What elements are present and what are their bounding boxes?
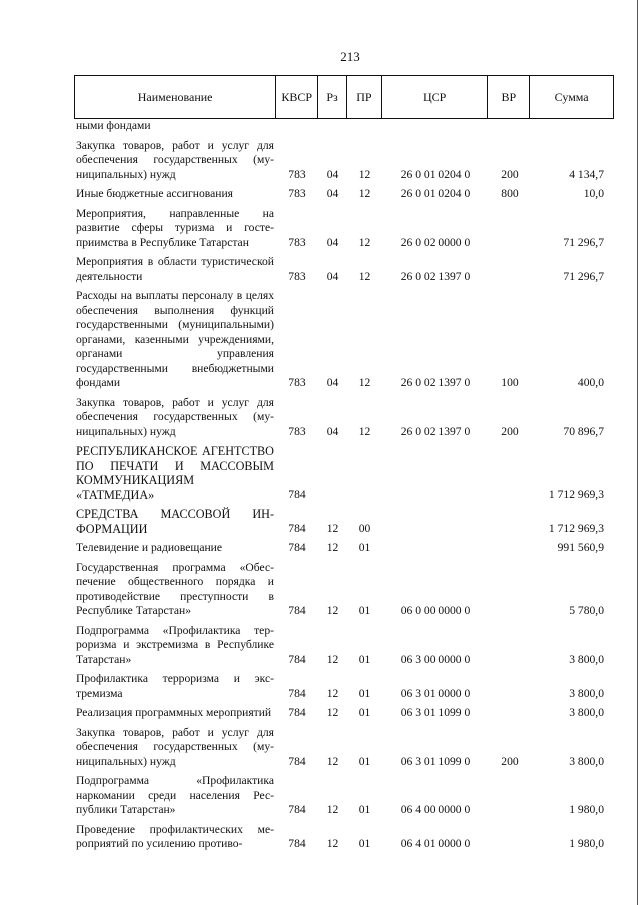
cell-rz: 12 [326,837,339,850]
cell-vr: 200 [501,424,519,438]
cell-name: Подпрограмма «Профилактика наркомании среди населения Республики Татарстан» [76,774,274,816]
cell-csr: 06 3 00 0000 0 [400,652,471,666]
table-row [74,507,614,536]
header-pr: ПР [347,76,382,118]
cell-pr: 12 [358,167,371,181]
cell-rz: 12 [326,604,339,617]
cell-sum: 71 296,7 [563,269,604,283]
cell-vr: 200 [501,754,519,768]
cell-pr: 01 [358,837,371,850]
cell-csr: 26 0 02 1397 0 [400,424,471,438]
cell-vr: 100 [501,376,519,389]
cell-sum: 3 800,0 [569,706,604,719]
cell-name: Иные бюджетные ассигнования [76,187,233,200]
cell-sum: 70 896,7 [563,424,604,438]
table-row [74,561,614,619]
cell-pr: 12 [358,376,371,389]
cell-rz: 04 [326,187,339,200]
table-row [74,672,614,701]
cell-pr: 12 [358,269,371,283]
cell-kvsr: 783 [288,376,306,389]
cell-rz: 04 [326,424,339,438]
cell-name: Мероприятия, направленные на развитие сферы туризма и гостеприимства в Республике Татарстан [76,206,274,249]
table-row [74,139,614,183]
cell-name: Государственная программа «Обеспечение общественного порядка и противодействие преступности в Республике Татарстан» [76,560,274,617]
cell-name: Телевидение и радиовещание [76,541,223,554]
cell-sum: 400,0 [577,376,604,389]
cell-kvsr: 784 [288,837,306,850]
cell-pr: 01 [358,754,371,768]
cell-sum: 1 712 969,3 [548,521,604,535]
cell-name: Проведение профилактических мероприятий по усилению противо- [76,822,274,850]
table-row [74,624,614,668]
table-row [74,255,614,284]
cell-pr: 01 [358,803,371,816]
table-row [74,207,614,251]
cell-name: Закупка товаров, работ и услуг для обеспечения государственных (муниципальных) нужд [76,138,274,181]
cell-kvsr: 783 [288,424,306,438]
table-header [74,75,614,119]
table-row [74,774,614,818]
cell-sum: 1 980,0 [569,803,604,816]
header-kvsr: КВСР [276,76,318,118]
cell-pr: 00 [358,521,371,535]
cell-name: Мероприятия в области туристической деятельности [76,255,274,283]
cell-kvsr: 784 [288,604,306,617]
table-row [74,823,614,852]
cell-rz: 12 [326,803,339,816]
cell-rz: 12 [326,686,339,700]
header-name: Наименование [75,76,276,118]
cell-sum: 10,0 [583,187,604,200]
cell-pr: 12 [358,235,371,249]
cell-kvsr: 783 [288,187,306,200]
table-row [74,726,614,770]
cell-sum: 4 134,7 [569,167,604,181]
budget-table-body [74,119,614,852]
cell-rz: 12 [326,521,339,535]
cell-name: Профилактика терроризма и экстремизма [76,672,274,700]
cell-name: Реализация программных мероприятий [76,706,272,719]
cell-sum: 991 560,9 [557,541,604,554]
header-vr: ВР [488,76,530,118]
cell-kvsr: 784 [288,803,306,816]
cell-csr: 26 0 01 0204 0 [400,187,471,200]
cell-kvsr: 784 [288,487,306,501]
cell-rz: 04 [326,269,339,283]
header-sum: Сумма [554,89,589,104]
scan-edge-line [637,0,638,905]
table-row [74,706,614,721]
cell-csr: 06 3 01 1099 0 [400,706,471,719]
table-row [74,396,614,440]
cell-vr: 800 [501,187,519,200]
table-row [74,187,614,202]
cell-csr: 06 4 00 0000 0 [400,803,471,816]
cell-rz: 12 [326,652,339,666]
cell-rz: 12 [326,541,339,554]
cell-name: РЕСПУБЛИКАНСКОЕ АГЕНТСТВО ПО ПЕЧАТИ И МАССОВЫМ КОММУНИКАЦИЯМ «ТАТМЕДИА» [76,444,274,502]
cell-kvsr: 784 [288,754,306,768]
page-number: 213 [340,49,360,64]
cell-name: Закупка товаров, работ и услуг для обеспечения государственных (муниципальных) нужд [76,725,274,768]
cell-pr: 01 [358,686,371,700]
cell-kvsr: 784 [288,686,306,700]
cell-kvsr: 784 [288,541,306,554]
cell-name: Расходы на выплаты персоналу в целях обеспечения выполнения функций государственными (муниципальными) органами, казенными учреждениями, органами управления государственными внебюджетными фондами [76,289,274,389]
cell-pr: 01 [358,541,371,554]
cell-sum: 3 800,0 [569,652,604,666]
cell-sum: 3 800,0 [569,754,604,768]
cell-rz: 04 [326,167,339,181]
table-row [74,541,614,556]
cell-name: Закупка товаров, работ и услуг для обеспечения государственных (муниципальных) нужд [76,395,274,438]
cell-sum: 3 800,0 [569,686,604,700]
cell-csr: 06 0 00 0000 0 [400,604,471,617]
cell-csr: 26 0 02 1397 0 [400,269,471,283]
cell-rz: 04 [326,235,339,249]
cell-csr: 26 0 01 0204 0 [400,167,471,181]
cell-sum: 1 980,0 [569,837,604,850]
cell-sum: 1 712 969,3 [548,487,604,501]
cell-pr: 01 [358,604,371,617]
cell-kvsr: 784 [288,521,306,535]
cell-csr: 06 3 01 0000 0 [400,686,471,700]
cell-csr: 26 0 02 1397 0 [400,376,471,389]
cell-csr: 26 0 02 0000 0 [400,235,471,249]
table-row [74,289,614,391]
cell-pr: 01 [358,652,371,666]
header-rz: Рз [318,76,347,118]
table-row [74,119,614,134]
cell-kvsr: 783 [288,167,306,181]
cell-pr: 01 [358,706,371,719]
cell-kvsr: 784 [288,706,306,719]
cell-csr: 06 3 01 1099 0 [400,754,471,768]
cell-name: СРЕДСТВА МАССОВОЙ ИНФОРМАЦИИ [76,507,274,536]
cell-rz: 04 [326,376,339,389]
cell-rz: 12 [326,706,339,719]
cell-name: ными фондами [76,119,151,132]
cell-sum: 71 296,7 [563,235,604,249]
cell-kvsr: 783 [288,235,306,249]
cell-rz: 12 [326,754,339,768]
table-row [74,444,614,502]
cell-pr: 12 [358,187,371,200]
header-csr: ЦСР [382,76,489,118]
cell-sum: 5 780,0 [569,604,604,617]
cell-pr: 12 [358,424,371,438]
cell-kvsr: 783 [288,269,306,283]
cell-vr: 200 [501,167,519,181]
cell-kvsr: 784 [288,652,306,666]
cell-name: Подпрограмма «Профилактика терроризма и экстремизма в Республике Татарстан» [76,623,274,666]
cell-csr: 06 4 01 0000 0 [400,837,471,850]
